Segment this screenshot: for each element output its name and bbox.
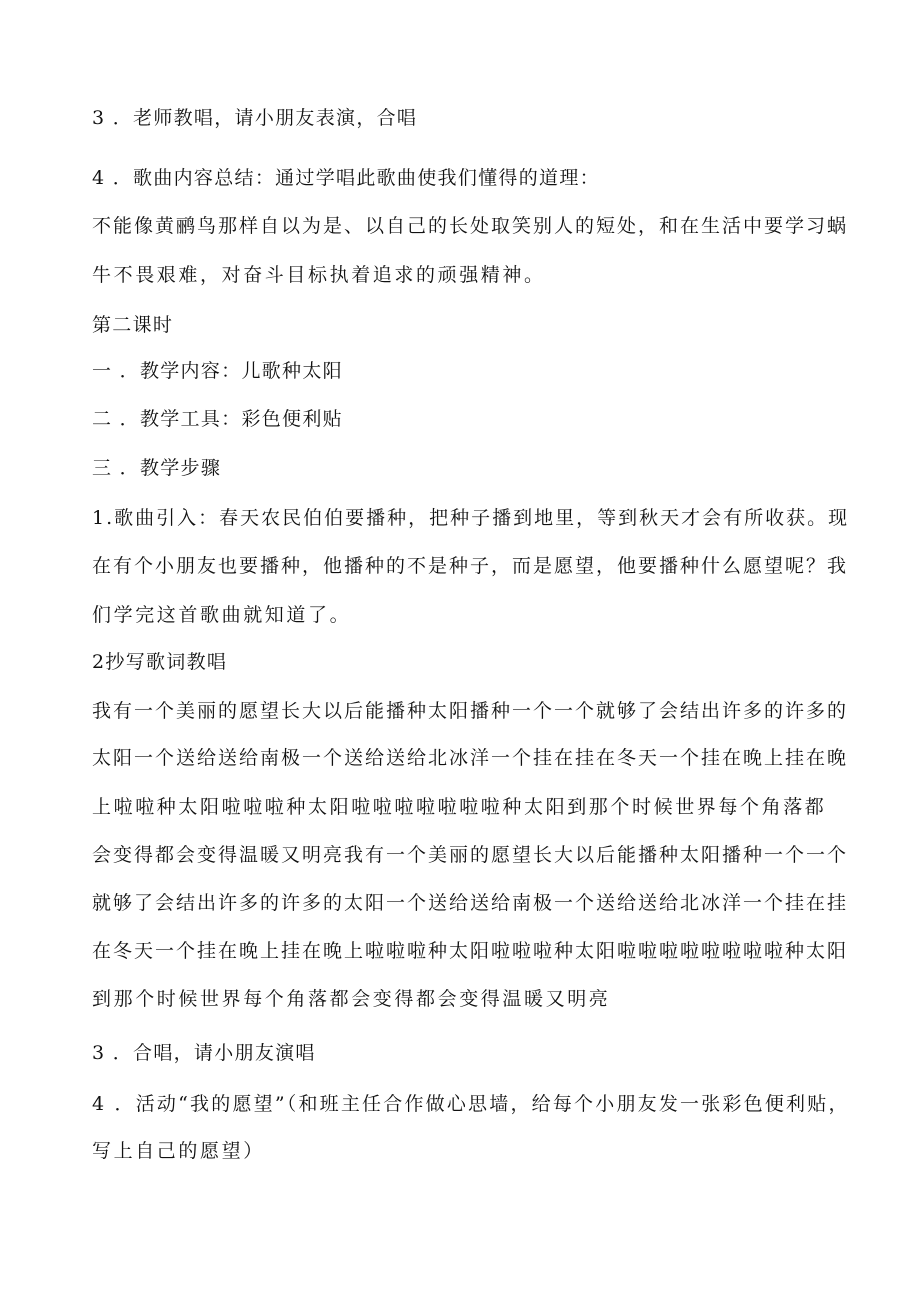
- lyrics-line: 到那个时候世界每个角落都会变得都会变得温暖又明亮: [92, 988, 611, 1010]
- step4-line: 写上自己的愿望）: [92, 1140, 265, 1162]
- step2-heading: 2抄写歌词教唱: [92, 651, 228, 673]
- song-summary-item: 4 ．歌曲内容总结：通过学唱此歌曲使我们懂得的道理：: [92, 167, 600, 189]
- step3-item: 3 ．合唱，请小朋友演唱: [92, 1042, 316, 1064]
- teach-sing-item: 3 ．老师教唱，请小朋友表演，合唱: [92, 107, 418, 129]
- summary-line: 不能像黄鹂鸟那样自以为是、以自己的长处取笑别人的短处，和在生活中要学习蜗: [92, 215, 849, 237]
- teaching-content: 一 ．教学内容：儿歌种太阳: [92, 360, 343, 382]
- step1-line: 1.歌曲引入：春天农民伯伯要播种，把种子播到地里，等到秋天才会有所收获。现: [92, 507, 850, 529]
- teaching-tools: 二 ．教学工具：彩色便利贴: [92, 408, 343, 430]
- lyrics-line: 就够了会结出许多的许多的太阳一个送给送给南极一个送给送给北冰洋一个挂在挂: [92, 892, 849, 914]
- lyrics-line: 上啦啦种太阳啦啦啦种太阳啦啦啦啦啦啦啦种太阳到那个时候世界每个角落都: [92, 796, 827, 818]
- step4-line: 4 ．活动“我的愿望”（和班主任合作做心思墙，给每个小朋友发一张彩色便利贴，: [92, 1093, 850, 1115]
- lyrics-line: 在冬天一个挂在晚上挂在晚上啦啦啦种太阳啦啦啦种太阳啦啦啦啦啦啦啦啦种太阳: [92, 940, 849, 962]
- lyrics-line: 会变得都会变得温暖又明亮我有一个美丽的愿望长大以后能播种太阳播种一个一个: [92, 844, 849, 866]
- teaching-steps-heading: 三 ．教学步骤: [92, 457, 222, 479]
- step1-line: 们学完这首歌曲就知道了。: [92, 604, 352, 626]
- lyrics-line: 太阳一个送给送给南极一个送给送给北冰洋一个挂在挂在冬天一个挂在晚上挂在晚: [92, 747, 849, 769]
- step1-line: 在有个小朋友也要播种，他播种的不是种子，而是愿望，他要播种什么愿望呢？我: [92, 555, 849, 577]
- lesson2-title: 第二课时: [92, 314, 174, 336]
- lyrics-line: 我有一个美丽的愿望长大以后能播种太阳播种一个一个就够了会结出许多的许多的: [92, 700, 849, 722]
- summary-line: 牛不畏艰难，对奋斗目标执着追求的顽强精神。: [92, 264, 546, 286]
